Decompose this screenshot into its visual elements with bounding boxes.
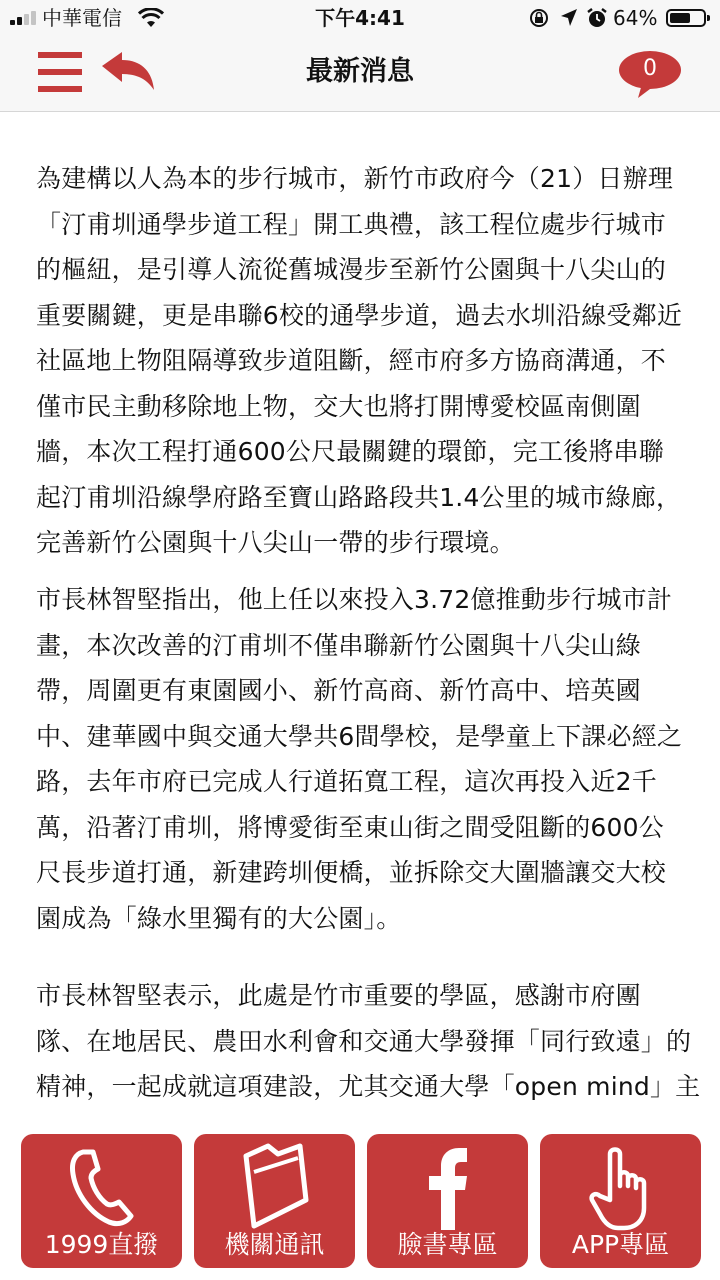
- text-line: 隊、在地居民、農田水利會和交通大學發揮「同行致遠」的: [36, 1026, 692, 1056]
- phone-icon: [61, 1142, 141, 1232]
- notification-button[interactable]: [618, 50, 684, 100]
- article-paragraph: [36, 973, 702, 1110]
- text-line: 社區地上物阻隔導致步道阻斷，經市府多方協商溝通，不: [36, 346, 667, 375]
- battery-percent: 64%: [613, 6, 658, 30]
- quick-links-bar: [0, 1130, 720, 1280]
- battery-icon: [666, 9, 706, 27]
- text-line: 萬，沿著汀甫圳，將博愛街至東山街之間受阻斷的600公: [36, 812, 664, 842]
- facebook-icon: [407, 1142, 487, 1232]
- article-paragraph: [36, 577, 702, 941]
- article-content: [0, 112, 720, 1130]
- text-line: 「汀甫圳通學步道工程」開工典禮，該工程位處步行城市: [36, 209, 667, 239]
- directory-button[interactable]: [194, 1134, 355, 1268]
- text-line: 重要關鍵，更是串聯6校的通學步道，過去水圳沿線受鄰近: [36, 300, 683, 330]
- text-line: 為建構以人為本的步行城市，新竹市政府今（21）日辦理: [36, 164, 674, 193]
- text-line: 畫，本次改善的汀甫圳不僅串聯新竹公園與十八尖山綠: [36, 630, 641, 660]
- carrier-name: 中華電信: [42, 6, 122, 30]
- rotation-lock-icon: [528, 8, 550, 28]
- text-line: 僅市民主動移除地上物，交大也將打開博愛校區南側圍: [36, 391, 641, 421]
- call-1999-button[interactable]: [21, 1134, 182, 1268]
- text-line: 的樞紐，是引導人流從舊城漫步至新竹公園與十八尖山的: [36, 255, 667, 284]
- location-icon: [560, 8, 578, 28]
- folder-icon: [234, 1142, 314, 1232]
- text-line: 市長林智堅指出，他上任以來投入3.72億推動步行城市計: [36, 585, 673, 614]
- status-bar: [0, 0, 720, 36]
- text-line: 起汀甫圳沿線學府路至寶山路路段共1.4公里的城市綠廊，: [36, 482, 682, 512]
- text-line: 園成為「綠水里獨有的大公園」。: [36, 903, 402, 933]
- quick-link-label: 臉書專區: [397, 1230, 498, 1259]
- facebook-button[interactable]: [367, 1134, 528, 1268]
- text-line: 市長林智堅表示，此處是竹市重要的學區，感謝市府團: [36, 981, 641, 1010]
- app-zone-button[interactable]: [540, 1134, 701, 1268]
- alarm-icon: [586, 8, 608, 28]
- nav-bar: [0, 36, 720, 112]
- notification-count: 0: [643, 56, 657, 81]
- text-line: 中、建華國中與交通大學共6間學校，是學童上下課必經之: [36, 721, 683, 751]
- text-line: 牆，本次工程打通600公尺最關鍵的環節，完工後將串聯: [36, 437, 664, 466]
- quick-link-label: 機關通訊: [224, 1230, 325, 1259]
- article-paragraph: [36, 156, 702, 566]
- text-line: 尺長步道打通，新建跨圳便橋，並拆除交大圍牆讓交大校: [36, 858, 667, 887]
- pointing-hand-icon: [580, 1142, 660, 1232]
- text-line: 路，去年市府已完成人行道拓寬工程，這次再投入近2千: [36, 767, 657, 796]
- quick-link-label: 1999直撥: [44, 1230, 159, 1259]
- text-line: 帶，周圍更有東園國小、新竹高商、新竹高中、培英國: [36, 676, 641, 705]
- text-line: 完善新竹公園與十八尖山一帶的步行環境。: [36, 528, 515, 557]
- quick-link-label: APP專區: [571, 1230, 670, 1259]
- page-title: 最新消息: [306, 56, 414, 87]
- status-time: 下午4:41: [315, 6, 405, 30]
- text-line: 精神，一起成就這項建設，尤其交通大學「open mind」主: [36, 1072, 701, 1101]
